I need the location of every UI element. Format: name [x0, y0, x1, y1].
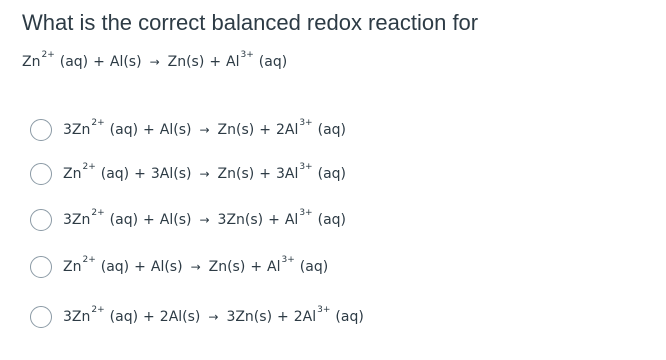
state-label: (aq) — [59, 54, 89, 70]
plus-sign: + — [259, 166, 271, 182]
reactant-zn-ion: $Zn^{2+}$ — [63, 162, 96, 182]
option-equation — [63, 162, 346, 182]
reaction-arrow-icon: → — [208, 310, 219, 324]
state-label: (aq) — [299, 259, 329, 275]
plus-sign: + — [259, 122, 271, 138]
radio-button[interactable] — [30, 119, 52, 141]
plus-sign: + — [143, 212, 155, 228]
reactant-zn-ion: $Zn^{2+}$ — [22, 50, 55, 70]
answer-option-3[interactable] — [30, 206, 346, 234]
plus-sign: + — [277, 309, 289, 325]
reactant-al-solid: Al(s) — [109, 54, 142, 70]
option-equation — [63, 255, 329, 275]
state-label: (aq) — [317, 166, 346, 182]
option-equation — [63, 305, 364, 325]
option-equation — [63, 118, 346, 138]
reaction-arrow-icon: → — [199, 167, 210, 181]
product-al-ion: $2Al^{3+}$ — [275, 118, 313, 138]
reactant-zn-ion: $3Zn^{2+}$ — [63, 118, 105, 138]
radio-button[interactable] — [30, 163, 52, 185]
product-al-ion: $Al^{3+}$ — [267, 255, 295, 275]
plus-sign: + — [250, 259, 263, 275]
reactant-al-solid: 3Al(s) — [150, 166, 192, 182]
reactant-zn-ion: $3Zn^{2+}$ — [63, 208, 105, 228]
state-label: (aq) — [100, 259, 130, 275]
plus-sign: + — [134, 259, 146, 275]
state-label: (aq) — [109, 122, 139, 138]
state-label: (aq) — [100, 166, 130, 182]
reactant-al-solid: 2Al(s) — [159, 309, 201, 325]
radio-button[interactable] — [30, 209, 52, 231]
product-al-ion: $Al^{3+}$ — [226, 50, 254, 70]
plus-sign: + — [134, 166, 146, 182]
state-label: (aq) — [335, 309, 364, 325]
plus-sign: + — [209, 54, 222, 70]
plus-sign: + — [143, 122, 155, 138]
product-al-ion: $3Al^{3+}$ — [275, 162, 313, 182]
product-zn-solid: Zn(s) — [217, 122, 255, 138]
reaction-arrow-icon: → — [190, 260, 201, 274]
reaction-arrow-icon: → — [149, 55, 160, 69]
reactant-al-solid: Al(s) — [159, 212, 192, 228]
product-al-ion: $2Al^{3+}$ — [293, 305, 331, 325]
plus-sign: + — [93, 54, 105, 70]
answer-option-5[interactable] — [30, 303, 364, 331]
product-zn-solid: Zn(s) — [217, 166, 255, 182]
radio-button[interactable] — [30, 256, 52, 278]
reactant-al-solid: Al(s) — [159, 122, 192, 138]
reactant-al-solid: Al(s) — [150, 259, 183, 275]
reaction-arrow-icon: → — [199, 123, 210, 137]
answer-option-4[interactable] — [30, 253, 328, 281]
product-zn-solid: 3Zn(s) — [217, 212, 264, 228]
plus-sign: + — [143, 309, 155, 325]
radio-button[interactable] — [30, 306, 52, 328]
option-equation — [63, 208, 346, 228]
answer-option-2[interactable] — [30, 160, 346, 188]
state-label: (aq) — [317, 212, 346, 228]
reaction-arrow-icon: → — [199, 213, 210, 227]
reactant-zn-ion: $3Zn^{2+}$ — [63, 305, 105, 325]
question-prompt: What is the correct balanced redox reaction for — [22, 10, 479, 35]
product-zn-solid: Zn(s) — [167, 54, 205, 70]
product-al-ion: $Al^{3+}$ — [284, 208, 313, 228]
plus-sign: + — [268, 212, 280, 228]
reactant-zn-ion: $Zn^{2+}$ — [63, 255, 96, 275]
answer-option-1[interactable] — [30, 116, 346, 144]
state-label: (aq) — [109, 212, 139, 228]
product-zn-solid: 3Zn(s) — [226, 309, 273, 325]
state-label: (aq) — [109, 309, 139, 325]
question-equation — [22, 50, 288, 70]
state-label: (aq) — [317, 122, 346, 138]
state-label: (aq) — [258, 54, 288, 70]
product-zn-solid: Zn(s) — [208, 259, 246, 275]
